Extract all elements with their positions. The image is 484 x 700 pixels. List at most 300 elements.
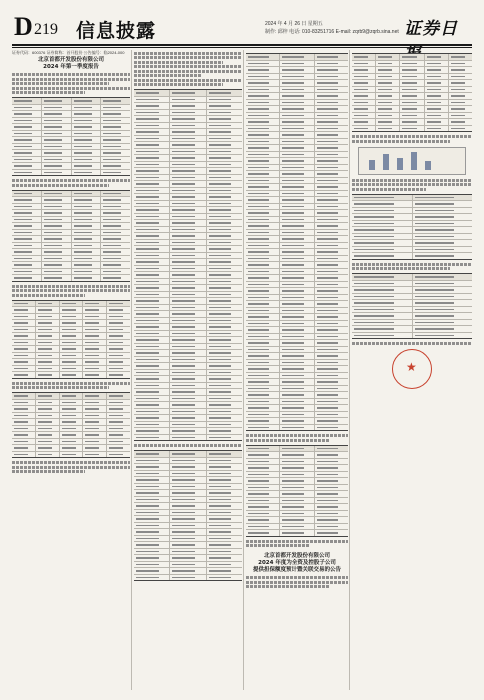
table-cell [134,458,170,464]
table-cell [425,93,449,99]
table-cell [42,111,72,117]
table-cell [12,124,42,130]
table-cell [280,249,314,255]
table-cell [134,220,170,226]
table-cell [246,524,280,530]
table-cell [60,393,84,399]
table-cell [207,103,242,109]
table-cell [207,240,242,246]
table-cell [12,262,42,268]
table-cell [42,163,72,169]
table-cell [280,230,314,236]
table-cell [12,111,42,117]
table-cell [72,197,102,203]
cash-flow-table [246,445,348,537]
table-cell [101,144,130,150]
table-cell [170,477,206,483]
table-cell [246,334,280,340]
table-cell [42,243,72,249]
text-line [352,188,426,191]
table-cell [207,428,242,434]
table-cell [60,340,84,346]
table-cell [376,80,400,86]
table-cell [83,353,107,359]
table-cell [101,150,130,156]
table-cell [72,137,102,143]
brand-logo: 证券日 [404,19,458,39]
table-cell [315,301,348,307]
table-cell [36,372,60,378]
table-cell [72,150,102,156]
table-cell [376,54,400,60]
table-cell [315,262,348,268]
table-cell [36,445,60,451]
table-cell [207,266,242,272]
table-cell [170,490,206,496]
table-cell [207,471,242,477]
official-seal-icon [392,349,432,389]
table-cell [246,249,280,255]
table-cell [60,419,84,425]
table-cell [134,415,170,421]
table-cell [170,542,206,548]
financial-table [12,392,130,458]
table-cell [101,249,130,255]
table-cell [280,485,314,491]
table-cell [107,393,130,399]
table-cell [315,165,348,171]
text-line [134,444,242,447]
table-cell [72,157,102,163]
table-cell [207,568,242,574]
table-cell [60,314,84,320]
table-cell [246,74,280,80]
table-cell [400,100,424,106]
table-cell [400,106,424,112]
table-cell [315,412,348,418]
table-cell [170,103,206,109]
table-cell [12,105,42,111]
table-cell [134,181,170,187]
table-cell [207,396,242,402]
table-cell [315,67,348,73]
issue-date: 2024 年 4 月 26 日 星期五 [265,21,323,27]
table-cell [170,568,206,574]
table-cell [101,217,130,223]
table-cell [83,366,107,372]
table-cell [376,93,400,99]
table-cell [12,406,36,412]
table-cell [134,568,170,574]
table-cell [134,529,170,535]
table-cell [170,279,206,285]
table-cell [170,428,206,434]
table-cell [12,426,36,432]
table-cell [60,366,84,372]
table-cell [170,363,206,369]
table-cell [449,113,472,119]
table-cell [134,435,170,441]
table-cell [134,503,170,509]
table-cell [352,67,376,73]
table-cell [12,150,42,156]
table-cell [83,426,107,432]
table-cell [60,406,84,412]
table-cell [315,93,348,99]
text-line [12,78,130,81]
table-cell [170,162,206,168]
table-cell [170,129,206,135]
table-cell [413,247,473,253]
table-cell [36,327,60,333]
table-cell [246,191,280,197]
table-cell [12,372,36,378]
table-cell [170,305,206,311]
table-cell [315,459,348,465]
table-cell [170,510,206,516]
table-cell [352,80,376,86]
table-cell [207,477,242,483]
table-cell [246,152,280,158]
table-cell [170,318,206,324]
table-cell [36,400,60,406]
table-cell [12,452,36,458]
table-cell [352,253,413,259]
table-cell [170,246,206,252]
table-cell [280,412,314,418]
table-cell [170,331,206,337]
table-cell [315,405,348,411]
table-cell [101,105,130,111]
table-cell [280,61,314,67]
table-cell [315,452,348,458]
table-cell [246,504,280,510]
table-cell [280,243,314,249]
table-cell [207,149,242,155]
table-cell [170,188,206,194]
table-cell [352,326,413,332]
table-cell [246,178,280,184]
table-cell [60,439,84,445]
table-cell [170,383,206,389]
table-cell [246,54,280,60]
text-line [246,540,348,543]
table-cell [207,350,242,356]
table-cell [170,149,206,155]
text-line [134,65,242,68]
table-cell [413,326,473,332]
table-cell [107,301,130,307]
table-cell [72,131,102,137]
table-cell [170,240,206,246]
table-cell [170,529,206,535]
table-cell [207,415,242,421]
table-cell [280,236,314,242]
table-cell [280,308,314,314]
company-name: 北京首都开发股份有限公司 [263,553,330,559]
table-cell [246,511,280,517]
text-line [12,82,109,85]
table-cell [246,145,280,151]
table-cell [352,274,413,280]
table-cell [280,256,314,262]
table-cell [170,110,206,116]
table-cell [207,497,242,503]
table-cell [246,93,280,99]
table-cell [101,243,130,249]
table-cell [315,308,348,314]
table-cell [400,80,424,86]
table-cell [42,210,72,216]
table-cell [72,204,102,210]
table-cell [352,300,413,306]
table-cell [280,158,314,164]
table-cell [207,562,242,568]
table-cell [134,246,170,252]
table-cell [134,155,170,161]
text-line [12,289,130,292]
table-cell [280,210,314,216]
column-1 [12,50,130,690]
table-cell [170,484,206,490]
table-cell [246,308,280,314]
table-cell [280,360,314,366]
table-cell [83,400,107,406]
table-cell [352,214,413,220]
table-cell [246,446,280,452]
table-cell [170,357,206,363]
table-cell [83,327,107,333]
table-row [246,425,348,431]
table-cell [170,523,206,529]
table-cell [170,344,206,350]
table-cell [413,274,473,280]
table-cell [376,74,400,80]
table-cell [12,419,36,425]
table-cell [134,484,170,490]
table-cell [352,320,413,326]
table-cell [207,516,242,522]
text-line [12,184,109,187]
table-cell [170,253,206,259]
table-cell [207,97,242,103]
table-cell [280,392,314,398]
table-cell [246,223,280,229]
table-cell [107,307,130,313]
table-cell [280,478,314,484]
table-cell [207,383,242,389]
table-cell [134,402,170,408]
table-cell [207,116,242,122]
table-cell [42,118,72,124]
table-cell [107,340,130,346]
table-cell [400,74,424,80]
table-cell [207,162,242,168]
table-cell [42,157,72,163]
table-cell [280,340,314,346]
table-cell [72,191,102,197]
table-cell [280,321,314,327]
table-cell [72,243,102,249]
masthead-rule-thin [12,47,472,48]
table-cell [12,98,42,104]
table-cell [72,262,102,268]
table-row [352,333,472,339]
table-cell [246,132,280,138]
text-line [12,91,85,94]
table-cell [83,320,107,326]
table-cell [134,422,170,428]
table-cell [280,165,314,171]
table-cell [280,353,314,359]
text-line [134,79,242,82]
table-cell [315,347,348,353]
table-cell [280,446,314,452]
table-cell [60,359,84,365]
table-cell [315,256,348,262]
table-cell [413,253,473,259]
table-cell [72,111,102,117]
table-cell [170,575,206,581]
table-cell [207,123,242,129]
table-cell [280,152,314,158]
text-line [352,135,472,138]
table-cell [170,516,206,522]
table-cell [425,54,449,60]
table-cell [207,344,242,350]
table-cell [246,113,280,119]
table-cell [207,259,242,265]
table-cell [207,175,242,181]
table-cell [134,285,170,291]
income-statement-table [134,450,242,581]
table-cell [246,119,280,125]
table-cell [12,157,42,163]
table-cell [207,363,242,369]
table-cell [315,106,348,112]
table-cell [170,227,206,233]
table-cell [449,80,472,86]
table-cell [134,311,170,317]
table-cell [315,282,348,288]
table-cell [400,93,424,99]
table-cell [134,136,170,142]
table-cell [42,256,72,262]
text-line [12,466,130,469]
table-cell [134,363,170,369]
table-cell [170,311,206,317]
table-cell [107,372,130,378]
table-cell [246,425,280,431]
table-cell [42,105,72,111]
table-cell [425,67,449,73]
table-cell [170,409,206,415]
table-cell [280,132,314,138]
table-cell [36,359,60,365]
table-cell [246,184,280,190]
table-cell [352,126,376,132]
table-cell [72,223,102,229]
table-cell [352,208,413,214]
table-cell [83,413,107,419]
table-cell [315,171,348,177]
table-cell [352,281,413,287]
table-cell [207,484,242,490]
table-cell [413,208,473,214]
table-cell [170,142,206,148]
text-line [12,386,109,389]
table-cell [246,386,280,392]
table-cell [101,269,130,275]
table-cell [107,432,130,438]
table-cell [36,406,60,412]
table-cell [280,139,314,145]
table-cell [246,275,280,281]
table-cell [207,376,242,382]
table-cell [315,126,348,132]
table-cell [60,413,84,419]
table-cell [315,158,348,164]
table-cell [246,366,280,372]
text-line [134,52,242,55]
table-cell [400,61,424,67]
table-cell [170,376,206,382]
table-row [12,452,130,458]
table-cell [101,111,130,117]
table-cell [134,477,170,483]
table-cell [280,87,314,93]
table-cell [12,445,36,451]
text-line [352,179,472,182]
table-cell [376,106,400,112]
table-cell [134,318,170,324]
masthead [12,12,472,42]
table-cell [246,243,280,249]
table-cell [246,204,280,210]
table-cell [246,353,280,359]
table-cell [170,233,206,239]
table-cell [207,536,242,542]
table-cell [60,432,84,438]
table-cell [207,523,242,529]
table-cell [246,379,280,385]
table-cell [413,320,473,326]
table-cell [315,524,348,530]
table-cell [12,223,42,229]
table-cell [207,129,242,135]
table-cell [315,223,348,229]
table-cell [101,275,130,281]
table-cell [280,67,314,73]
table-cell [134,575,170,581]
table-cell [107,406,130,412]
table-cell [101,170,130,176]
table-cell [280,511,314,517]
table-cell [449,106,472,112]
table-cell [315,379,348,385]
table-cell [170,389,206,395]
table-cell [42,236,72,242]
table-cell [134,279,170,285]
table-cell [425,113,449,119]
table-cell [280,373,314,379]
column-3 [246,50,348,690]
table-cell [170,97,206,103]
table-cell [246,269,280,275]
masthead-rule [12,44,472,46]
table-cell [170,396,206,402]
table-cell [12,191,42,197]
